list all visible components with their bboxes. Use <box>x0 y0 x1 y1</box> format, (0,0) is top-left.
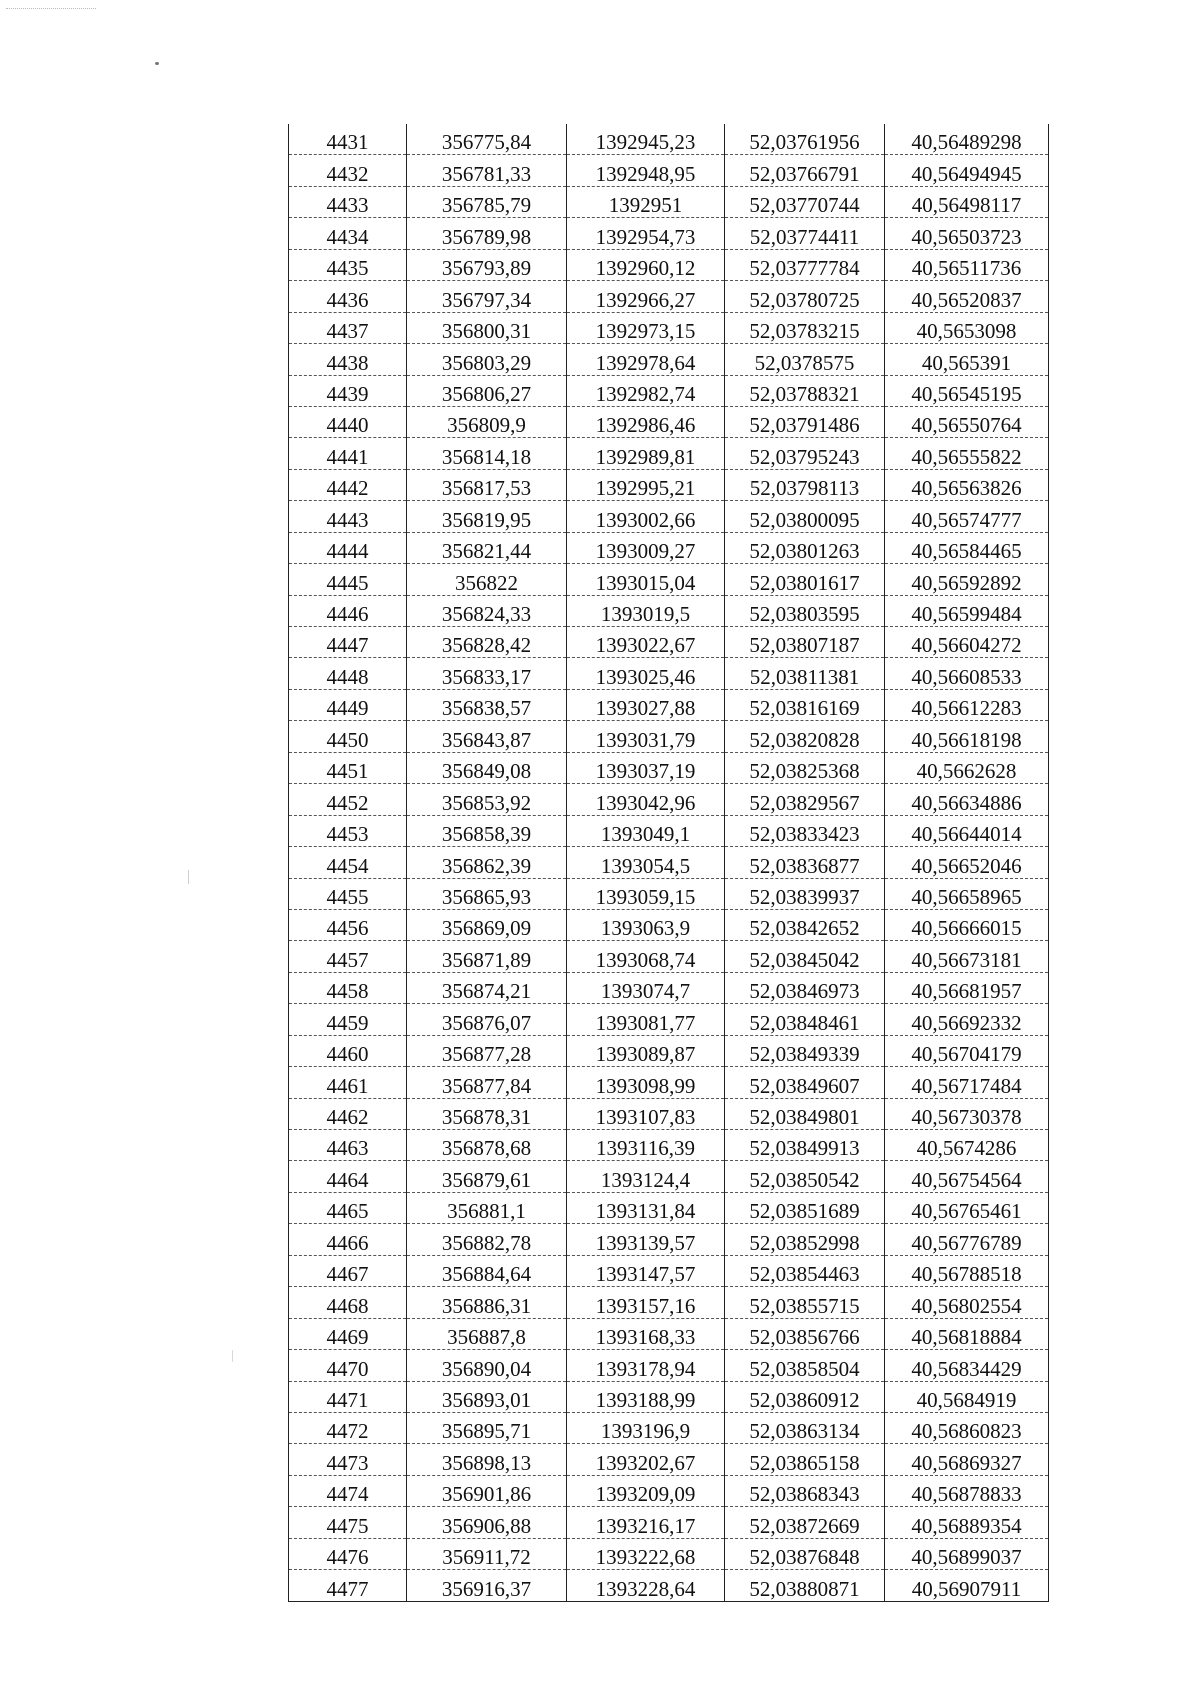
y-coordinate-cell: 1393037,19 <box>567 752 725 783</box>
y-coordinate-cell: 1392951 <box>567 186 725 217</box>
coordinates-table <box>288 124 1049 1602</box>
table-row <box>289 627 1049 658</box>
point-number-cell: 4433 <box>289 186 407 217</box>
longitude-cell: 40,56498117 <box>885 186 1049 217</box>
latitude-cell: 52,03855715 <box>725 1287 885 1318</box>
y-coordinate-cell: 1392973,15 <box>567 312 725 343</box>
y-coordinate-cell: 1393098,99 <box>567 1067 725 1098</box>
latitude-cell: 52,03811381 <box>725 658 885 689</box>
y-coordinate-cell: 1392948,95 <box>567 155 725 186</box>
x-coordinate-cell: 356906,88 <box>407 1507 567 1538</box>
table-row <box>289 532 1049 563</box>
longitude-cell: 40,56550764 <box>885 406 1049 437</box>
x-coordinate-cell: 356898,13 <box>407 1444 567 1475</box>
table-row <box>289 375 1049 406</box>
table-row <box>289 1192 1049 1223</box>
latitude-cell: 52,03800095 <box>725 501 885 532</box>
x-coordinate-cell: 356800,31 <box>407 312 567 343</box>
y-coordinate-cell: 1393081,77 <box>567 1004 725 1035</box>
table-row <box>289 312 1049 343</box>
y-coordinate-cell: 1392989,81 <box>567 438 725 469</box>
table-row <box>289 689 1049 720</box>
latitude-cell: 52,03851689 <box>725 1192 885 1223</box>
x-coordinate-cell: 356865,93 <box>407 878 567 909</box>
x-coordinate-cell: 356821,44 <box>407 532 567 563</box>
point-number-cell: 4444 <box>289 532 407 563</box>
x-coordinate-cell: 356853,92 <box>407 784 567 815</box>
point-number-cell: 4467 <box>289 1255 407 1286</box>
latitude-cell: 52,03839937 <box>725 878 885 909</box>
table-row <box>289 878 1049 909</box>
x-coordinate-cell: 356775,84 <box>407 124 567 155</box>
point-number-cell: 4465 <box>289 1192 407 1223</box>
y-coordinate-cell: 1393063,9 <box>567 909 725 940</box>
point-number-cell: 4472 <box>289 1412 407 1443</box>
point-number-cell: 4475 <box>289 1507 407 1538</box>
longitude-cell: 40,56545195 <box>885 375 1049 406</box>
x-coordinate-cell: 356871,89 <box>407 941 567 972</box>
latitude-cell: 52,03849339 <box>725 1035 885 1066</box>
longitude-cell: 40,56555822 <box>885 438 1049 469</box>
latitude-cell: 52,03798113 <box>725 469 885 500</box>
latitude-cell: 52,03854463 <box>725 1255 885 1286</box>
latitude-cell: 52,03766791 <box>725 155 885 186</box>
table-row <box>289 1067 1049 1098</box>
x-coordinate-cell: 356869,09 <box>407 909 567 940</box>
longitude-cell: 40,56658965 <box>885 878 1049 909</box>
longitude-cell: 40,56818884 <box>885 1318 1049 1349</box>
y-coordinate-cell: 1393157,16 <box>567 1287 725 1318</box>
point-number-cell: 4449 <box>289 689 407 720</box>
point-number-cell: 4477 <box>289 1570 407 1601</box>
table-row <box>289 469 1049 500</box>
scan-artifact <box>188 870 189 884</box>
latitude-cell: 52,03761956 <box>725 124 885 155</box>
longitude-cell: 40,56717484 <box>885 1067 1049 1098</box>
table-row <box>289 344 1049 375</box>
longitude-cell: 40,56599484 <box>885 595 1049 626</box>
latitude-cell: 52,03858504 <box>725 1350 885 1381</box>
longitude-cell: 40,56520837 <box>885 281 1049 312</box>
y-coordinate-cell: 1393042,96 <box>567 784 725 815</box>
y-coordinate-cell: 1393015,04 <box>567 564 725 595</box>
point-number-cell: 4452 <box>289 784 407 815</box>
longitude-cell: 40,56503723 <box>885 218 1049 249</box>
y-coordinate-cell: 1392945,23 <box>567 124 725 155</box>
point-number-cell: 4431 <box>289 124 407 155</box>
table-row <box>289 1350 1049 1381</box>
table-row <box>289 218 1049 249</box>
x-coordinate-cell: 356882,78 <box>407 1224 567 1255</box>
latitude-cell: 52,03795243 <box>725 438 885 469</box>
table-row <box>289 595 1049 626</box>
x-coordinate-cell: 356793,89 <box>407 249 567 280</box>
x-coordinate-cell: 356797,34 <box>407 281 567 312</box>
y-coordinate-cell: 1393107,83 <box>567 1098 725 1129</box>
y-coordinate-cell: 1393027,88 <box>567 689 725 720</box>
longitude-cell: 40,56592892 <box>885 564 1049 595</box>
longitude-cell: 40,5653098 <box>885 312 1049 343</box>
table-row <box>289 1507 1049 1538</box>
longitude-cell: 40,56666015 <box>885 909 1049 940</box>
y-coordinate-cell: 1393124,4 <box>567 1161 725 1192</box>
table-row <box>289 658 1049 689</box>
latitude-cell: 52,03848461 <box>725 1004 885 1035</box>
longitude-cell: 40,56907911 <box>885 1570 1049 1601</box>
x-coordinate-cell: 356877,28 <box>407 1035 567 1066</box>
longitude-cell: 40,56618198 <box>885 721 1049 752</box>
latitude-cell: 52,03791486 <box>725 406 885 437</box>
x-coordinate-cell: 356911,72 <box>407 1538 567 1569</box>
scan-artifact <box>6 8 96 10</box>
point-number-cell: 4462 <box>289 1098 407 1129</box>
point-number-cell: 4459 <box>289 1004 407 1035</box>
latitude-cell: 52,03836877 <box>725 847 885 878</box>
point-number-cell: 4458 <box>289 972 407 1003</box>
longitude-cell: 40,56511736 <box>885 249 1049 280</box>
point-number-cell: 4450 <box>289 721 407 752</box>
x-coordinate-cell: 356806,27 <box>407 375 567 406</box>
longitude-cell: 40,56563826 <box>885 469 1049 500</box>
table-row <box>289 721 1049 752</box>
scan-dot <box>155 62 159 65</box>
x-coordinate-cell: 356862,39 <box>407 847 567 878</box>
y-coordinate-cell: 1393049,1 <box>567 815 725 846</box>
y-coordinate-cell: 1393009,27 <box>567 532 725 563</box>
y-coordinate-cell: 1392986,46 <box>567 406 725 437</box>
point-number-cell: 4456 <box>289 909 407 940</box>
longitude-cell: 40,56608533 <box>885 658 1049 689</box>
latitude-cell: 52,03868343 <box>725 1475 885 1506</box>
table-row <box>289 406 1049 437</box>
longitude-cell: 40,56889354 <box>885 1507 1049 1538</box>
table-row <box>289 1098 1049 1129</box>
latitude-cell: 52,03846973 <box>725 972 885 1003</box>
y-coordinate-cell: 1393002,66 <box>567 501 725 532</box>
x-coordinate-cell: 356828,42 <box>407 627 567 658</box>
table-row <box>289 186 1049 217</box>
point-number-cell: 4460 <box>289 1035 407 1066</box>
y-coordinate-cell: 1392995,21 <box>567 469 725 500</box>
longitude-cell: 40,56776789 <box>885 1224 1049 1255</box>
longitude-cell: 40,56489298 <box>885 124 1049 155</box>
point-number-cell: 4471 <box>289 1381 407 1412</box>
point-number-cell: 4468 <box>289 1287 407 1318</box>
y-coordinate-cell: 1393168,33 <box>567 1318 725 1349</box>
x-coordinate-cell: 356838,57 <box>407 689 567 720</box>
x-coordinate-cell: 356858,39 <box>407 815 567 846</box>
table-row <box>289 1318 1049 1349</box>
table-row <box>289 815 1049 846</box>
latitude-cell: 52,03863134 <box>725 1412 885 1443</box>
longitude-cell: 40,5674286 <box>885 1130 1049 1161</box>
point-number-cell: 4461 <box>289 1067 407 1098</box>
point-number-cell: 4448 <box>289 658 407 689</box>
point-number-cell: 4454 <box>289 847 407 878</box>
y-coordinate-cell: 1393216,17 <box>567 1507 725 1538</box>
table-row <box>289 752 1049 783</box>
point-number-cell: 4438 <box>289 344 407 375</box>
point-number-cell: 4466 <box>289 1224 407 1255</box>
longitude-cell: 40,56899037 <box>885 1538 1049 1569</box>
point-number-cell: 4469 <box>289 1318 407 1349</box>
point-number-cell: 4447 <box>289 627 407 658</box>
longitude-cell: 40,56612283 <box>885 689 1049 720</box>
point-number-cell: 4437 <box>289 312 407 343</box>
y-coordinate-cell: 1392954,73 <box>567 218 725 249</box>
table-row <box>289 1224 1049 1255</box>
y-coordinate-cell: 1393019,5 <box>567 595 725 626</box>
longitude-cell: 40,56878833 <box>885 1475 1049 1506</box>
x-coordinate-cell: 356895,71 <box>407 1412 567 1443</box>
latitude-cell: 52,03777784 <box>725 249 885 280</box>
latitude-cell: 52,03880871 <box>725 1570 885 1601</box>
table-row <box>289 1255 1049 1286</box>
x-coordinate-cell: 356916,37 <box>407 1570 567 1601</box>
longitude-cell: 40,56604272 <box>885 627 1049 658</box>
latitude-cell: 52,03872669 <box>725 1507 885 1538</box>
table-row <box>289 564 1049 595</box>
table-row <box>289 501 1049 532</box>
latitude-cell: 52,03801617 <box>725 564 885 595</box>
y-coordinate-cell: 1393054,5 <box>567 847 725 878</box>
longitude-cell: 40,56673181 <box>885 941 1049 972</box>
longitude-cell: 40,56634886 <box>885 784 1049 815</box>
point-number-cell: 4473 <box>289 1444 407 1475</box>
latitude-cell: 52,03807187 <box>725 627 885 658</box>
point-number-cell: 4436 <box>289 281 407 312</box>
x-coordinate-cell: 356890,04 <box>407 1350 567 1381</box>
table-row <box>289 1035 1049 1066</box>
point-number-cell: 4435 <box>289 249 407 280</box>
table-row <box>289 124 1049 155</box>
y-coordinate-cell: 1393202,67 <box>567 1444 725 1475</box>
point-number-cell: 4446 <box>289 595 407 626</box>
longitude-cell: 40,56834429 <box>885 1350 1049 1381</box>
point-number-cell: 4443 <box>289 501 407 532</box>
longitude-cell: 40,56765461 <box>885 1192 1049 1223</box>
point-number-cell: 4470 <box>289 1350 407 1381</box>
latitude-cell: 52,0378575 <box>725 344 885 375</box>
latitude-cell: 52,03849913 <box>725 1130 885 1161</box>
y-coordinate-cell: 1392978,64 <box>567 344 725 375</box>
table-row <box>289 249 1049 280</box>
point-number-cell: 4455 <box>289 878 407 909</box>
longitude-cell: 40,565391 <box>885 344 1049 375</box>
y-coordinate-cell: 1393147,57 <box>567 1255 725 1286</box>
x-coordinate-cell: 356785,79 <box>407 186 567 217</box>
latitude-cell: 52,03770744 <box>725 186 885 217</box>
table-row <box>289 155 1049 186</box>
y-coordinate-cell: 1393131,84 <box>567 1192 725 1223</box>
latitude-cell: 52,03783215 <box>725 312 885 343</box>
table-row <box>289 1161 1049 1192</box>
latitude-cell: 52,03849801 <box>725 1098 885 1129</box>
longitude-cell: 40,56584465 <box>885 532 1049 563</box>
table-row <box>289 1381 1049 1412</box>
table-row <box>289 1287 1049 1318</box>
y-coordinate-cell: 1393222,68 <box>567 1538 725 1569</box>
longitude-cell: 40,56788518 <box>885 1255 1049 1286</box>
longitude-cell: 40,56644014 <box>885 815 1049 846</box>
longitude-cell: 40,56494945 <box>885 155 1049 186</box>
point-number-cell: 4441 <box>289 438 407 469</box>
x-coordinate-cell: 356809,9 <box>407 406 567 437</box>
point-number-cell: 4440 <box>289 406 407 437</box>
x-coordinate-cell: 356822 <box>407 564 567 595</box>
x-coordinate-cell: 356874,21 <box>407 972 567 1003</box>
longitude-cell: 40,56704179 <box>885 1035 1049 1066</box>
x-coordinate-cell: 356879,61 <box>407 1161 567 1192</box>
table-row <box>289 438 1049 469</box>
longitude-cell: 40,5662628 <box>885 752 1049 783</box>
x-coordinate-cell: 356833,17 <box>407 658 567 689</box>
table-row <box>289 281 1049 312</box>
x-coordinate-cell: 356878,68 <box>407 1130 567 1161</box>
latitude-cell: 52,03860912 <box>725 1381 885 1412</box>
latitude-cell: 52,03829567 <box>725 784 885 815</box>
longitude-cell: 40,56574777 <box>885 501 1049 532</box>
point-number-cell: 4463 <box>289 1130 407 1161</box>
y-coordinate-cell: 1393074,7 <box>567 972 725 1003</box>
latitude-cell: 52,03865158 <box>725 1444 885 1475</box>
y-coordinate-cell: 1393188,99 <box>567 1381 725 1412</box>
y-coordinate-cell: 1393059,15 <box>567 878 725 909</box>
y-coordinate-cell: 1392966,27 <box>567 281 725 312</box>
latitude-cell: 52,03820828 <box>725 721 885 752</box>
x-coordinate-cell: 356878,31 <box>407 1098 567 1129</box>
y-coordinate-cell: 1393022,67 <box>567 627 725 658</box>
point-number-cell: 4464 <box>289 1161 407 1192</box>
table-row <box>289 847 1049 878</box>
x-coordinate-cell: 356814,18 <box>407 438 567 469</box>
point-number-cell: 4474 <box>289 1475 407 1506</box>
longitude-cell: 40,56754564 <box>885 1161 1049 1192</box>
longitude-cell: 40,56652046 <box>885 847 1049 878</box>
y-coordinate-cell: 1393209,09 <box>567 1475 725 1506</box>
longitude-cell: 40,56681957 <box>885 972 1049 1003</box>
table-row <box>289 1412 1049 1443</box>
x-coordinate-cell: 356893,01 <box>407 1381 567 1412</box>
x-coordinate-cell: 356824,33 <box>407 595 567 626</box>
point-number-cell: 4439 <box>289 375 407 406</box>
x-coordinate-cell: 356789,98 <box>407 218 567 249</box>
x-coordinate-cell: 356877,84 <box>407 1067 567 1098</box>
latitude-cell: 52,03849607 <box>725 1067 885 1098</box>
table-row <box>289 1004 1049 1035</box>
y-coordinate-cell: 1392982,74 <box>567 375 725 406</box>
latitude-cell: 52,03801263 <box>725 532 885 563</box>
table-row <box>289 909 1049 940</box>
table-row <box>289 1475 1049 1506</box>
longitude-cell: 40,5684919 <box>885 1381 1049 1412</box>
latitude-cell: 52,03856766 <box>725 1318 885 1349</box>
latitude-cell: 52,03825368 <box>725 752 885 783</box>
y-coordinate-cell: 1393031,79 <box>567 721 725 752</box>
table-row <box>289 1444 1049 1475</box>
y-coordinate-cell: 1393139,57 <box>567 1224 725 1255</box>
point-number-cell: 4445 <box>289 564 407 595</box>
longitude-cell: 40,56730378 <box>885 1098 1049 1129</box>
y-coordinate-cell: 1393228,64 <box>567 1570 725 1601</box>
longitude-cell: 40,56869327 <box>885 1444 1049 1475</box>
x-coordinate-cell: 356803,29 <box>407 344 567 375</box>
point-number-cell: 4451 <box>289 752 407 783</box>
table-row <box>289 941 1049 972</box>
y-coordinate-cell: 1393178,94 <box>567 1350 725 1381</box>
y-coordinate-cell: 1393025,46 <box>567 658 725 689</box>
table-row <box>289 1130 1049 1161</box>
point-number-cell: 4476 <box>289 1538 407 1569</box>
table-row <box>289 972 1049 1003</box>
table-row <box>289 1570 1049 1601</box>
latitude-cell: 52,03876848 <box>725 1538 885 1569</box>
point-number-cell: 4453 <box>289 815 407 846</box>
latitude-cell: 52,03780725 <box>725 281 885 312</box>
point-number-cell: 4432 <box>289 155 407 186</box>
table-row <box>289 784 1049 815</box>
coordinates-table-body <box>289 124 1049 1601</box>
x-coordinate-cell: 356901,86 <box>407 1475 567 1506</box>
y-coordinate-cell: 1393196,9 <box>567 1412 725 1443</box>
point-number-cell: 4434 <box>289 218 407 249</box>
x-coordinate-cell: 356849,08 <box>407 752 567 783</box>
latitude-cell: 52,03850542 <box>725 1161 885 1192</box>
scan-artifact <box>232 1350 233 1362</box>
x-coordinate-cell: 356884,64 <box>407 1255 567 1286</box>
longitude-cell: 40,56860823 <box>885 1412 1049 1443</box>
y-coordinate-cell: 1393116,39 <box>567 1130 725 1161</box>
x-coordinate-cell: 356817,53 <box>407 469 567 500</box>
longitude-cell: 40,56802554 <box>885 1287 1049 1318</box>
latitude-cell: 52,03774411 <box>725 218 885 249</box>
x-coordinate-cell: 356887,8 <box>407 1318 567 1349</box>
latitude-cell: 52,03803595 <box>725 595 885 626</box>
y-coordinate-cell: 1393068,74 <box>567 941 725 972</box>
x-coordinate-cell: 356781,33 <box>407 155 567 186</box>
latitude-cell: 52,03833423 <box>725 815 885 846</box>
table-row <box>289 1538 1049 1569</box>
latitude-cell: 52,03842652 <box>725 909 885 940</box>
latitude-cell: 52,03845042 <box>725 941 885 972</box>
point-number-cell: 4457 <box>289 941 407 972</box>
x-coordinate-cell: 356886,31 <box>407 1287 567 1318</box>
point-number-cell: 4442 <box>289 469 407 500</box>
latitude-cell: 52,03788321 <box>725 375 885 406</box>
longitude-cell: 40,56692332 <box>885 1004 1049 1035</box>
x-coordinate-cell: 356876,07 <box>407 1004 567 1035</box>
y-coordinate-cell: 1393089,87 <box>567 1035 725 1066</box>
y-coordinate-cell: 1392960,12 <box>567 249 725 280</box>
x-coordinate-cell: 356819,95 <box>407 501 567 532</box>
latitude-cell: 52,03852998 <box>725 1224 885 1255</box>
x-coordinate-cell: 356843,87 <box>407 721 567 752</box>
latitude-cell: 52,03816169 <box>725 689 885 720</box>
x-coordinate-cell: 356881,1 <box>407 1192 567 1223</box>
